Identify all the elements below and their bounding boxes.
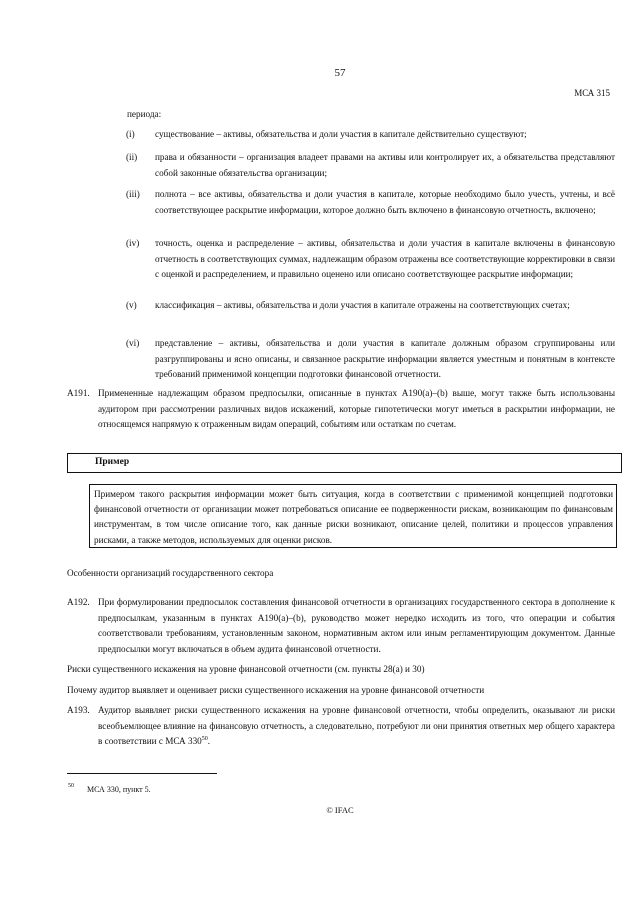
list-item: классификация – активы, обязательства и доли участия в капитале отражены на соответствующих счетах; (155, 300, 570, 310)
intro-text: периода: (127, 109, 162, 119)
item-number: (ii) (126, 152, 138, 162)
footnote-ref: 50 (201, 736, 208, 743)
example-header (67, 453, 622, 473)
footnote-number: 50 (68, 783, 74, 789)
paragraph-label: A193. (67, 705, 90, 715)
item-number: (i) (126, 129, 135, 139)
list-item: полнота – все активы, обязательства и доли участия в капитале, которые необходимо было учесть, учтены, и всё соответствующее раскрытие информации, которое должно быть включено в финансовую отчетность, включено; (155, 189, 615, 215)
example-title: Пример (95, 457, 130, 467)
footnote-divider (67, 773, 217, 774)
item-number: (v) (126, 300, 137, 310)
paragraph-a192: При формулировании предпосылок составления финансовой отчетности в организациях государственного сектора в дополнение к предпосылкам, указанным в пунктах A190(a)–(b), руководство может нередко исходить из того, что операции и события соответствовали требованиям, установленным законом, нормативным актом или иным регламентирующим документом. Данные предпосылки могут включаться в объем аудита финансовой отчетности. (98, 597, 615, 654)
paragraph-label: A192. (67, 597, 90, 607)
paragraph-label: A191. (67, 388, 90, 398)
list-item: существование – активы, обязательства и доли участия в капитале действительно существуют; (155, 129, 527, 139)
paragraph-a193 (98, 703, 615, 750)
sentence-end: . (207, 736, 211, 747)
item-number: (iv) (126, 238, 140, 248)
example-box (89, 484, 617, 548)
section-heading: Почему аудитор выявляет и оценивает риски существенного искажения на уровне финансовой отчетности (67, 685, 485, 695)
page-number: 57 (334, 67, 346, 79)
copyright-footer: © IFAC (326, 805, 354, 815)
paragraph-a191: Примененные надлежащим образом предпосылки, описанные в пунктах A190(a)–(b) выше, могут также быть использованы аудитором при рассмотрении различных видов искажений, которые гипотетически могут иметься в раскрытии информации, не относящемся напрямую к отраженным видам операций, событиям или остаткам по счетам. (98, 388, 615, 430)
example-text: Примером такого раскрытия информации может быть ситуация, когда в соответствии с применимой концепцией подготовки финансовой отчетности от организации может потребоваться описание ее подверженности рискам, возникающим по финансовым инструментам, в том числе описание того, как данные риски возникают, описание целей, политики и процессов управления рисками, а также методов, используемых для оценки рисков. (94, 489, 613, 545)
footnote-text: МСА 330, пункт 5. (87, 785, 151, 794)
standard-code: МСА 315 (574, 88, 610, 98)
list-item: точность, оценка и распределение – активы, обязательства и доли участия в капитале включены в финансовую отчетность в соответствующих суммах, надлежащим образом отражены все соответствующие корректировки в связи с оценкой и распределением, и правильно оценено или описано соответствующее раскрытие информации; (155, 238, 615, 280)
list-item: представление – активы, обязательства и доли участия в капитале должным образом сгруппированы или разгруппированы и ясно описаны, и связанное раскрытие информации является уместным и понятным в контексте требований применимой концепции подготовки финансовой отчетности. (155, 338, 615, 380)
list-item: права и обязанности – организация владеет правами на активы или контролирует их, а обязательства представляют собой законные обязательства организации; (155, 152, 615, 178)
paragraph-a193-text: Аудитор выявляет риски существенного искажения на уровне финансовой отчетности, чтобы определить, оказывают ли риски всеобъемлющее влияние на финансовую отчетность, а следовательно, потребуют ли они принятия ответных мер общего характера в соответствии с МСА 330 (98, 705, 615, 747)
item-number: (iii) (126, 189, 140, 199)
section-heading: Особенности организаций государственного сектора (67, 568, 274, 578)
item-number: (vi) (126, 338, 140, 348)
section-heading: Риски существенного искажения на уровне финансовой отчетности (см. пункты 28(а) и 30) (67, 664, 425, 674)
